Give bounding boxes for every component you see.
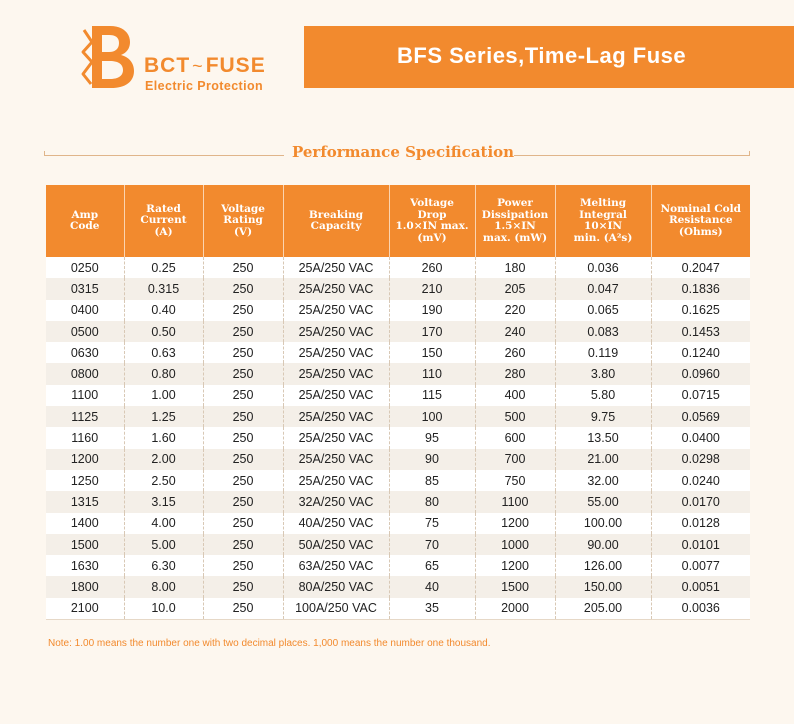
table-row [46, 406, 750, 427]
table-cell: 9.75 [555, 406, 651, 427]
column-header [124, 185, 203, 257]
table-cell: 250 [203, 278, 283, 299]
table-cell: 250 [203, 342, 283, 363]
title-banner [304, 26, 794, 88]
table-cell: 700 [475, 449, 555, 470]
table-cell: 250 [203, 513, 283, 534]
table-cell: 90 [389, 449, 475, 470]
column-header-line: (mV) [417, 231, 447, 244]
table-cell: 40 [389, 576, 475, 597]
column-header-line: min. (A²s) [573, 231, 633, 244]
table-cell: 250 [203, 321, 283, 342]
table-cell: 1500 [475, 576, 555, 597]
table-cell: 35 [389, 598, 475, 620]
brand-name-right: FUSE [205, 54, 266, 77]
table-cell: 250 [203, 385, 283, 406]
table-cell: 0.2047 [651, 257, 750, 278]
table-cell: 25A/250 VAC [283, 470, 389, 491]
table-cell: 250 [203, 363, 283, 384]
table-cell: 0.1836 [651, 278, 750, 299]
column-header-line: Rated [146, 202, 181, 215]
table-cell: 25A/250 VAC [283, 321, 389, 342]
table-cell: 65 [389, 555, 475, 576]
table-cell: 150.00 [555, 576, 651, 597]
table-cell: 250 [203, 576, 283, 597]
column-header-line: Amp [71, 208, 99, 221]
table-cell: 32.00 [555, 470, 651, 491]
table-header-row [46, 185, 750, 257]
table-cell: 25A/250 VAC [283, 449, 389, 470]
column-header-line: Melting [579, 197, 627, 209]
table-row [46, 363, 750, 384]
table-cell: 0.036 [555, 257, 651, 278]
table-cell: 95 [389, 427, 475, 448]
table-cell: 150 [389, 342, 475, 363]
table-cell: 100 [389, 406, 475, 427]
table-cell: 110 [389, 363, 475, 384]
table-row [46, 321, 750, 342]
table-cell: 250 [203, 427, 283, 448]
table-cell: 250 [203, 491, 283, 512]
table-cell: 55.00 [555, 491, 651, 512]
table-cell: 0.0101 [651, 534, 750, 555]
column-header-line: Drop [417, 208, 447, 221]
table-cell: 240 [475, 321, 555, 342]
table-cell: 1800 [46, 576, 124, 597]
table-cell: 190 [389, 300, 475, 321]
table-row [46, 385, 750, 406]
divider-left [44, 155, 284, 156]
table-row [46, 427, 750, 448]
table-cell: 8.00 [124, 576, 203, 597]
column-header [651, 185, 750, 257]
table-cell: 0.0569 [651, 406, 750, 427]
column-header [475, 185, 555, 257]
table-cell: 250 [203, 598, 283, 620]
table-row [46, 598, 750, 620]
table-cell: 3.80 [555, 363, 651, 384]
wave-icon: ~ [192, 56, 204, 76]
table-cell: 0.80 [124, 363, 203, 384]
table-cell: 0800 [46, 363, 124, 384]
table-cell: 1125 [46, 406, 124, 427]
column-header-line: (A) [154, 225, 173, 238]
table-cell: 1160 [46, 427, 124, 448]
table-cell: 1630 [46, 555, 124, 576]
table-cell: 100.00 [555, 513, 651, 534]
table-cell: 100A/250 VAC [283, 598, 389, 620]
table-cell: 250 [203, 406, 283, 427]
table-row [46, 342, 750, 363]
table-cell: 250 [203, 470, 283, 491]
table-cell: 10.0 [124, 598, 203, 620]
table-cell: 0.0051 [651, 576, 750, 597]
table-cell: 750 [475, 470, 555, 491]
table-row [46, 470, 750, 491]
table-cell: 260 [475, 342, 555, 363]
table-cell: 250 [203, 555, 283, 576]
column-header-line: Voltage [410, 197, 454, 209]
table-row [46, 257, 750, 278]
column-header-line: Capacity [310, 220, 362, 232]
table-cell: 0.50 [124, 321, 203, 342]
table-cell: 1100 [475, 491, 555, 512]
table-cell: 0.0240 [651, 470, 750, 491]
footnote: Note: 1.00 means the number one with two decimal places. 1,000 means the number one thousand. [48, 638, 491, 649]
table-cell: 1315 [46, 491, 124, 512]
table-cell: 25A/250 VAC [283, 406, 389, 427]
spec-table [46, 185, 750, 620]
table-cell: 0.25 [124, 257, 203, 278]
table-cell: 0.63 [124, 342, 203, 363]
table-cell: 115 [389, 385, 475, 406]
column-header-line: Resistance [668, 214, 733, 227]
table-cell: 250 [203, 300, 283, 321]
column-header-line: 1.0×IN max. [395, 220, 469, 232]
table-cell: 25A/250 VAC [283, 427, 389, 448]
table-cell: 25A/250 VAC [283, 363, 389, 384]
page-title: BFS Series,Time-Lag Fuse [397, 43, 687, 68]
column-header [203, 185, 283, 257]
table-cell: 25A/250 VAC [283, 257, 389, 278]
section-heading [44, 142, 750, 166]
table-cell: 0.1625 [651, 300, 750, 321]
brand-logo [78, 22, 278, 94]
column-header-line: max. (mW) [482, 231, 548, 244]
table-cell: 0.0170 [651, 491, 750, 512]
column-header-line: Nominal Cold [660, 202, 741, 215]
table-cell: 1.25 [124, 406, 203, 427]
table-cell: 600 [475, 427, 555, 448]
table-cell: 25A/250 VAC [283, 278, 389, 299]
table-cell: 0.0960 [651, 363, 750, 384]
table-cell: 3.15 [124, 491, 203, 512]
table-cell: 250 [203, 449, 283, 470]
table-cell: 25A/250 VAC [283, 385, 389, 406]
table-cell: 21.00 [555, 449, 651, 470]
table-cell: 400 [475, 385, 555, 406]
table-cell: 6.30 [124, 555, 203, 576]
table-cell: 1500 [46, 534, 124, 555]
table-cell: 5.80 [555, 385, 651, 406]
table-cell: 0630 [46, 342, 124, 363]
table-cell: 25A/250 VAC [283, 300, 389, 321]
table-cell: 2000 [475, 598, 555, 620]
table-row [46, 534, 750, 555]
table-cell: 40A/250 VAC [283, 513, 389, 534]
table-cell: 500 [475, 406, 555, 427]
table-cell: 0.0036 [651, 598, 750, 620]
table-cell: 85 [389, 470, 475, 491]
table-cell: 4.00 [124, 513, 203, 534]
table-cell: 32A/250 VAC [283, 491, 389, 512]
bct-logo-icon [78, 22, 140, 92]
table-cell: 0.0077 [651, 555, 750, 576]
table-cell: 1200 [46, 449, 124, 470]
table-cell: 2.50 [124, 470, 203, 491]
table-row [46, 278, 750, 299]
table-cell: 0500 [46, 321, 124, 342]
column-header-line: 1.5×IN [494, 220, 536, 232]
table-cell: 0.40 [124, 300, 203, 321]
table-cell: 0.065 [555, 300, 651, 321]
section-title: Performance Specification [292, 143, 515, 161]
table-cell: 250 [203, 257, 283, 278]
table-cell: 1200 [475, 513, 555, 534]
table-cell: 170 [389, 321, 475, 342]
brand-name-left: BCT [144, 54, 191, 77]
table-row [46, 513, 750, 534]
table-row [46, 449, 750, 470]
column-header-line: Power [497, 197, 533, 209]
column-header-line: Breaking [308, 208, 364, 221]
table-cell: 2.00 [124, 449, 203, 470]
table-cell: 0250 [46, 257, 124, 278]
table-cell: 180 [475, 257, 555, 278]
table-cell: 63A/250 VAC [283, 555, 389, 576]
table-cell: 50A/250 VAC [283, 534, 389, 555]
table-cell: 250 [203, 534, 283, 555]
column-header-line: Voltage [221, 202, 265, 215]
table-body [46, 257, 750, 620]
table-cell: 220 [475, 300, 555, 321]
table-cell: 260 [389, 257, 475, 278]
table-cell: 0.315 [124, 278, 203, 299]
column-header [389, 185, 475, 257]
table-cell: 0.0715 [651, 385, 750, 406]
column-header-line: (Ohms) [678, 225, 723, 238]
table-cell: 5.00 [124, 534, 203, 555]
table-row [46, 576, 750, 597]
table-cell: 80 [389, 491, 475, 512]
table-cell: 0.1240 [651, 342, 750, 363]
column-header-line: Code [70, 220, 100, 232]
table-cell: 2100 [46, 598, 124, 620]
table-cell: 13.50 [555, 427, 651, 448]
divider-right [514, 155, 750, 156]
table-cell: 126.00 [555, 555, 651, 576]
table-row [46, 491, 750, 512]
table-cell: 0.0298 [651, 449, 750, 470]
table-cell: 210 [389, 278, 475, 299]
column-header-line: Rating [223, 214, 263, 227]
table-cell: 0.083 [555, 321, 651, 342]
table-cell: 1000 [475, 534, 555, 555]
table-row [46, 555, 750, 576]
table-row [46, 300, 750, 321]
table-cell: 1100 [46, 385, 124, 406]
brand-subtitle: Electric Protection [145, 79, 264, 93]
table-cell: 80A/250 VAC [283, 576, 389, 597]
column-header-line: Integral [579, 208, 627, 221]
table-cell: 90.00 [555, 534, 651, 555]
table-cell: 75 [389, 513, 475, 534]
column-header-line: Current [140, 214, 187, 227]
column-header-line: 10×IN [584, 220, 622, 232]
column-header [46, 185, 124, 257]
table-cell: 25A/250 VAC [283, 342, 389, 363]
column-header-line: (V) [233, 225, 253, 238]
table-cell: 0315 [46, 278, 124, 299]
table-cell: 0.119 [555, 342, 651, 363]
brand-name [144, 54, 266, 78]
table-cell: 0.1453 [651, 321, 750, 342]
table-cell: 0400 [46, 300, 124, 321]
table-cell: 70 [389, 534, 475, 555]
table-cell: 205.00 [555, 598, 651, 620]
table-cell: 1400 [46, 513, 124, 534]
table-cell: 0.0128 [651, 513, 750, 534]
table-cell: 280 [475, 363, 555, 384]
table-cell: 1250 [46, 470, 124, 491]
table-cell: 1.60 [124, 427, 203, 448]
table-cell: 0.047 [555, 278, 651, 299]
table-cell: 205 [475, 278, 555, 299]
column-header [283, 185, 389, 257]
table-cell: 1200 [475, 555, 555, 576]
column-header [555, 185, 651, 257]
table-cell: 0.0400 [651, 427, 750, 448]
column-header-line: Dissipation [481, 208, 549, 221]
table-cell: 1.00 [124, 385, 203, 406]
